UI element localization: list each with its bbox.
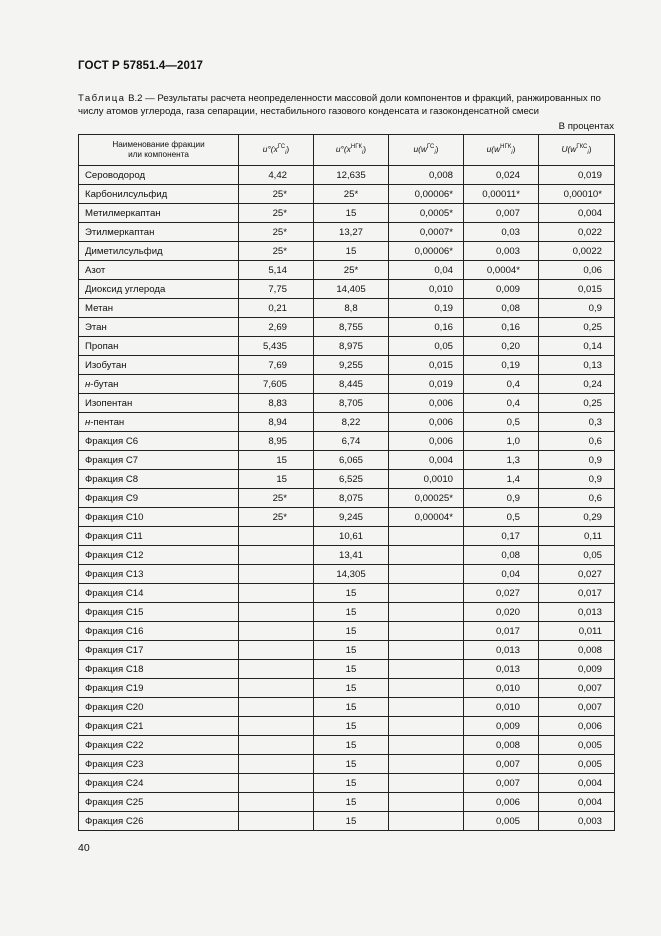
table-cell-name: Фракция С14 [79, 584, 239, 603]
caption-text: В.2 — Результаты расчета неопределенности массовой доли компонентов и фракций, ранжированных по числу атомов углерода, газа сепарации, нестабильного газового конденсата и газоконденсатной смеси [78, 93, 601, 117]
table-cell-c3 [389, 698, 464, 717]
table-cell-c1 [239, 698, 314, 717]
table-cell-c4: 0,005 [464, 812, 539, 831]
header-c1: $u^\circ(x^{ГС}_i)$ [239, 135, 314, 166]
table-cell-c1 [239, 622, 314, 641]
table-cell-c3 [389, 812, 464, 831]
table-row [79, 166, 615, 185]
table-cell-name: н-пентан [79, 413, 239, 432]
table-cell-c4: 0,08 [464, 299, 539, 318]
table-cell-c4: 1,4 [464, 470, 539, 489]
table-cell-c1: 8,94 [239, 413, 314, 432]
table-cell-c1 [239, 774, 314, 793]
table-cell-c1 [239, 527, 314, 546]
table-cell-c4: 0,4 [464, 375, 539, 394]
table-cell-c5: 0,9 [539, 299, 615, 318]
caption-lead: Таблица [78, 93, 126, 104]
table-cell-c3 [389, 565, 464, 584]
table-cell-c1 [239, 641, 314, 660]
table-cell-c5: 0,022 [539, 223, 615, 242]
table-cell-name: Метан [79, 299, 239, 318]
table-row [79, 527, 615, 546]
table-cell-c1 [239, 793, 314, 812]
table-cell-c2: 15 [314, 679, 389, 698]
table-cell-c1: 25* [239, 223, 314, 242]
table-cell-name: Фракция С16 [79, 622, 239, 641]
table-row [79, 774, 615, 793]
table-cell-c1: 5,14 [239, 261, 314, 280]
table-cell-c4: 0,007 [464, 774, 539, 793]
table-cell-c2: 8,8 [314, 299, 389, 318]
table-cell-c1: 25* [239, 185, 314, 204]
table-cell-c5: 0,007 [539, 679, 615, 698]
table-cell-c4: 0,027 [464, 584, 539, 603]
table-cell-c5: 0,00010* [539, 185, 615, 204]
table-cell-c3: 0,015 [389, 356, 464, 375]
table-cell-c3 [389, 755, 464, 774]
table-cell-c1 [239, 812, 314, 831]
table-cell-c5: 0,29 [539, 508, 615, 527]
table-cell-c2: 8,075 [314, 489, 389, 508]
table-cell-c3: 0,16 [389, 318, 464, 337]
table-row [79, 394, 615, 413]
table-cell-c3: 0,008 [389, 166, 464, 185]
table-cell-c4: 0,5 [464, 508, 539, 527]
table-cell-name: Этан [79, 318, 239, 337]
table-row [79, 185, 615, 204]
table-cell-c4: 0,017 [464, 622, 539, 641]
table-cell-c3 [389, 774, 464, 793]
table-cell-c5: 0,027 [539, 565, 615, 584]
table-cell-name: Фракция С10 [79, 508, 239, 527]
table-cell-c1: 25* [239, 204, 314, 223]
table-cell-name: Фракция С12 [79, 546, 239, 565]
table-row [79, 641, 615, 660]
table-cell-c1: 2,69 [239, 318, 314, 337]
table-row [79, 622, 615, 641]
table-row [79, 489, 615, 508]
table-cell-c1: 8,83 [239, 394, 314, 413]
table-cell-c3: 0,0007* [389, 223, 464, 242]
table-cell-c2: 15 [314, 641, 389, 660]
table-cell-c5: 0,9 [539, 470, 615, 489]
table-cell-c1 [239, 755, 314, 774]
table-row [79, 413, 615, 432]
table-cell-c5: 0,9 [539, 451, 615, 470]
table-cell-name: Фракция С20 [79, 698, 239, 717]
table-cell-c1 [239, 584, 314, 603]
table-cell-c5: 0,007 [539, 698, 615, 717]
table-cell-name: Этилмеркаптан [79, 223, 239, 242]
table-cell-c4: 0,17 [464, 527, 539, 546]
table-cell-c2: 8,22 [314, 413, 389, 432]
table-cell-c2: 15 [314, 774, 389, 793]
header-c4: $u(w^{НГК}_i)$ [464, 135, 539, 166]
table-cell-c5: 0,3 [539, 413, 615, 432]
table-cell-name: Фракция С24 [79, 774, 239, 793]
table-row [79, 280, 615, 299]
table-cell-c2: 15 [314, 755, 389, 774]
table-cell-name: Фракция С8 [79, 470, 239, 489]
table-cell-c3 [389, 622, 464, 641]
table-cell-name: н-бутан [79, 375, 239, 394]
table-cell-c1: 15 [239, 470, 314, 489]
table-row [79, 603, 615, 622]
table-cell-c5: 0,004 [539, 774, 615, 793]
table-cell-c3: 0,04 [389, 261, 464, 280]
table-cell-c2: 15 [314, 812, 389, 831]
header-name [79, 135, 239, 166]
table-cell-c4: 0,013 [464, 660, 539, 679]
table-cell-c5: 0,003 [539, 812, 615, 831]
table-cell-c2: 15 [314, 698, 389, 717]
table-header-row [79, 135, 615, 166]
table-cell-c4: 0,08 [464, 546, 539, 565]
table-cell-c2: 15 [314, 793, 389, 812]
table-row [79, 812, 615, 831]
table-cell-c3: 0,00025* [389, 489, 464, 508]
table-cell-c4: 0,006 [464, 793, 539, 812]
table-cell-c2: 15 [314, 242, 389, 261]
table-cell-c1: 25* [239, 508, 314, 527]
table-cell-c3 [389, 679, 464, 698]
table-cell-c5: 0,013 [539, 603, 615, 622]
table-cell-c3: 0,019 [389, 375, 464, 394]
table-cell-c3 [389, 717, 464, 736]
table-cell-c3: 0,006 [389, 413, 464, 432]
table-row [79, 565, 615, 584]
table-cell-c2: 8,755 [314, 318, 389, 337]
table-cell-name: Пропан [79, 337, 239, 356]
table-row [79, 337, 615, 356]
table-cell-c3 [389, 793, 464, 812]
table-cell-c5: 0,019 [539, 166, 615, 185]
table-row [79, 717, 615, 736]
table-cell-name: Изопентан [79, 394, 239, 413]
table-cell-c2: 15 [314, 584, 389, 603]
table-cell-c3 [389, 736, 464, 755]
table-row [79, 698, 615, 717]
table-cell-c1 [239, 679, 314, 698]
table-cell-c5: 0,11 [539, 527, 615, 546]
table-cell-c4: 0,008 [464, 736, 539, 755]
table-cell-name: Фракция С9 [79, 489, 239, 508]
table-cell-c1 [239, 717, 314, 736]
table-cell-c3 [389, 603, 464, 622]
table-cell-c5: 0,008 [539, 641, 615, 660]
table-cell-name: Фракция С17 [79, 641, 239, 660]
table-cell-c2: 6,74 [314, 432, 389, 451]
table-cell-c2: 15 [314, 660, 389, 679]
table-cell-c4: 0,013 [464, 641, 539, 660]
table-cell-name: Фракция С13 [79, 565, 239, 584]
table-cell-c4: 0,003 [464, 242, 539, 261]
table-cell-c1: 7,75 [239, 280, 314, 299]
table-cell-c2: 8,705 [314, 394, 389, 413]
table-row [79, 356, 615, 375]
table-cell-name: Метилмеркаптан [79, 204, 239, 223]
table-cell-name: Фракция С23 [79, 755, 239, 774]
table-cell-c1: 5,435 [239, 337, 314, 356]
table-cell-c5: 0,6 [539, 489, 615, 508]
table-cell-name: Фракция С15 [79, 603, 239, 622]
table-cell-name: Изобутан [79, 356, 239, 375]
table-cell-c3: 0,006 [389, 432, 464, 451]
table-cell-c5: 0,005 [539, 755, 615, 774]
table-cell-c4: 0,4 [464, 394, 539, 413]
table-cell-c1 [239, 660, 314, 679]
table-cell-c4: 1,0 [464, 432, 539, 451]
table-cell-c3: 0,05 [389, 337, 464, 356]
table-cell-c4: 0,009 [464, 280, 539, 299]
table-cell-c4: 1,3 [464, 451, 539, 470]
table-cell-c2: 13,27 [314, 223, 389, 242]
table-cell-c3: 0,0010 [389, 470, 464, 489]
table-cell-c5: 0,004 [539, 793, 615, 812]
table-cell-c2: 10,61 [314, 527, 389, 546]
table-body [79, 166, 615, 831]
table-cell-c1: 25* [239, 242, 314, 261]
table-cell-c4: 0,5 [464, 413, 539, 432]
table-cell-c5: 0,05 [539, 546, 615, 565]
table-cell-c5: 0,004 [539, 204, 615, 223]
table-row [79, 242, 615, 261]
table-cell-name: Фракция С18 [79, 660, 239, 679]
table-cell-c2: 9,255 [314, 356, 389, 375]
units-label: В процентах [558, 121, 614, 132]
table-row [79, 261, 615, 280]
table-cell-c1: 25* [239, 489, 314, 508]
header-c2: $u^\circ(x^{НГК}_i)$ [314, 135, 389, 166]
table-cell-c3 [389, 641, 464, 660]
table-cell-c5: 0,009 [539, 660, 615, 679]
table-cell-name: Диметилсульфид [79, 242, 239, 261]
table-cell-c4: 0,007 [464, 204, 539, 223]
table-cell-c4: 0,009 [464, 717, 539, 736]
table-cell-name: Фракция С7 [79, 451, 239, 470]
table-cell-c3: 0,00004* [389, 508, 464, 527]
table-cell-c1: 7,69 [239, 356, 314, 375]
table-row [79, 755, 615, 774]
table-caption [78, 92, 618, 118]
table-cell-c4: 0,03 [464, 223, 539, 242]
table-cell-c1 [239, 736, 314, 755]
table-cell-name: Карбонилсульфид [79, 185, 239, 204]
table-row [79, 660, 615, 679]
table-row [79, 204, 615, 223]
table-cell-c5: 0,011 [539, 622, 615, 641]
table-cell-c4: 0,04 [464, 565, 539, 584]
table-row [79, 546, 615, 565]
table-cell-c5: 0,13 [539, 356, 615, 375]
table-cell-c1: 8,95 [239, 432, 314, 451]
table-cell-c5: 0,015 [539, 280, 615, 299]
table-cell-c4: 0,007 [464, 755, 539, 774]
uncertainty-table [78, 134, 615, 831]
table-cell-name: Азот [79, 261, 239, 280]
table-cell-c2: 9,245 [314, 508, 389, 527]
table-cell-name: Диоксид углерода [79, 280, 239, 299]
header-c5: $U(w^{ГКС}_i)$ [539, 135, 615, 166]
table-row [79, 470, 615, 489]
table-cell-c2: 25* [314, 261, 389, 280]
table-cell-name: Сероводород [79, 166, 239, 185]
table-cell-c5: 0,06 [539, 261, 615, 280]
table-cell-c3: 0,00006* [389, 185, 464, 204]
table-cell-c3: 0,0005* [389, 204, 464, 223]
table-cell-c1: 7,605 [239, 375, 314, 394]
table-cell-c5: 0,25 [539, 394, 615, 413]
table-row [79, 223, 615, 242]
table-cell-c5: 0,017 [539, 584, 615, 603]
table-cell-c4: 0,20 [464, 337, 539, 356]
table-cell-name: Фракция С11 [79, 527, 239, 546]
table-cell-c4: 0,024 [464, 166, 539, 185]
table-cell-name: Фракция С26 [79, 812, 239, 831]
table-cell-c4: 0,16 [464, 318, 539, 337]
table-cell-c4: 0,010 [464, 679, 539, 698]
table-cell-c5: 0,14 [539, 337, 615, 356]
table-row [79, 451, 615, 470]
table-cell-c5: 0,6 [539, 432, 615, 451]
table-cell-c2: 15 [314, 204, 389, 223]
header-name-line2: или компонента [128, 150, 189, 159]
table-cell-c2: 25* [314, 185, 389, 204]
table-row [79, 318, 615, 337]
table-cell-c4: 0,9 [464, 489, 539, 508]
table-cell-c5: 0,005 [539, 736, 615, 755]
header-name-line1: Наименование фракции [112, 140, 205, 149]
table-cell-c3: 0,19 [389, 299, 464, 318]
table-cell-c2: 14,405 [314, 280, 389, 299]
page-number: 40 [78, 842, 90, 854]
table-cell-c3 [389, 527, 464, 546]
table-cell-name: Фракция С19 [79, 679, 239, 698]
table-cell-c2: 8,445 [314, 375, 389, 394]
table-cell-c3: 0,004 [389, 451, 464, 470]
table-cell-c1: 0,21 [239, 299, 314, 318]
table-cell-c3: 0,006 [389, 394, 464, 413]
table-row [79, 375, 615, 394]
table-cell-c1 [239, 565, 314, 584]
table-row [79, 508, 615, 527]
table-cell-c3 [389, 660, 464, 679]
document-header: ГОСТ Р 57851.4—2017 [78, 60, 203, 72]
table-row [79, 432, 615, 451]
table-row [79, 793, 615, 812]
table-row [79, 736, 615, 755]
table-cell-c5: 0,25 [539, 318, 615, 337]
table-cell-name: Фракция С6 [79, 432, 239, 451]
table-cell-c3 [389, 584, 464, 603]
table-row [79, 679, 615, 698]
table-cell-name: Фракция С21 [79, 717, 239, 736]
table-cell-c2: 15 [314, 603, 389, 622]
table-cell-c5: 0,24 [539, 375, 615, 394]
table-row [79, 299, 615, 318]
table-cell-c5: 0,0022 [539, 242, 615, 261]
table-cell-c2: 6,525 [314, 470, 389, 489]
table-cell-c2: 8,975 [314, 337, 389, 356]
table-cell-c2: 13,41 [314, 546, 389, 565]
table-cell-name: Фракция С25 [79, 793, 239, 812]
table-cell-c3: 0,00006* [389, 242, 464, 261]
table-cell-c5: 0,006 [539, 717, 615, 736]
table-cell-c4: 0,010 [464, 698, 539, 717]
table-cell-c2: 15 [314, 736, 389, 755]
table-cell-c4: 0,00011* [464, 185, 539, 204]
table-cell-c4: 0,0004* [464, 261, 539, 280]
table-cell-c2: 14,305 [314, 565, 389, 584]
header-c3: $u(w^{ГС}_i)$ [389, 135, 464, 166]
table-row [79, 584, 615, 603]
table-cell-c3: 0,010 [389, 280, 464, 299]
table-cell-c2: 15 [314, 622, 389, 641]
table-cell-c4: 0,19 [464, 356, 539, 375]
table-cell-c2: 12,635 [314, 166, 389, 185]
table-cell-c1 [239, 603, 314, 622]
table-cell-c2: 6,065 [314, 451, 389, 470]
table-cell-name: Фракция С22 [79, 736, 239, 755]
table-cell-c1 [239, 546, 314, 565]
table-cell-c2: 15 [314, 717, 389, 736]
table-cell-c3 [389, 546, 464, 565]
table-cell-c4: 0,020 [464, 603, 539, 622]
table-cell-c1: 15 [239, 451, 314, 470]
table-cell-c1: 4,42 [239, 166, 314, 185]
